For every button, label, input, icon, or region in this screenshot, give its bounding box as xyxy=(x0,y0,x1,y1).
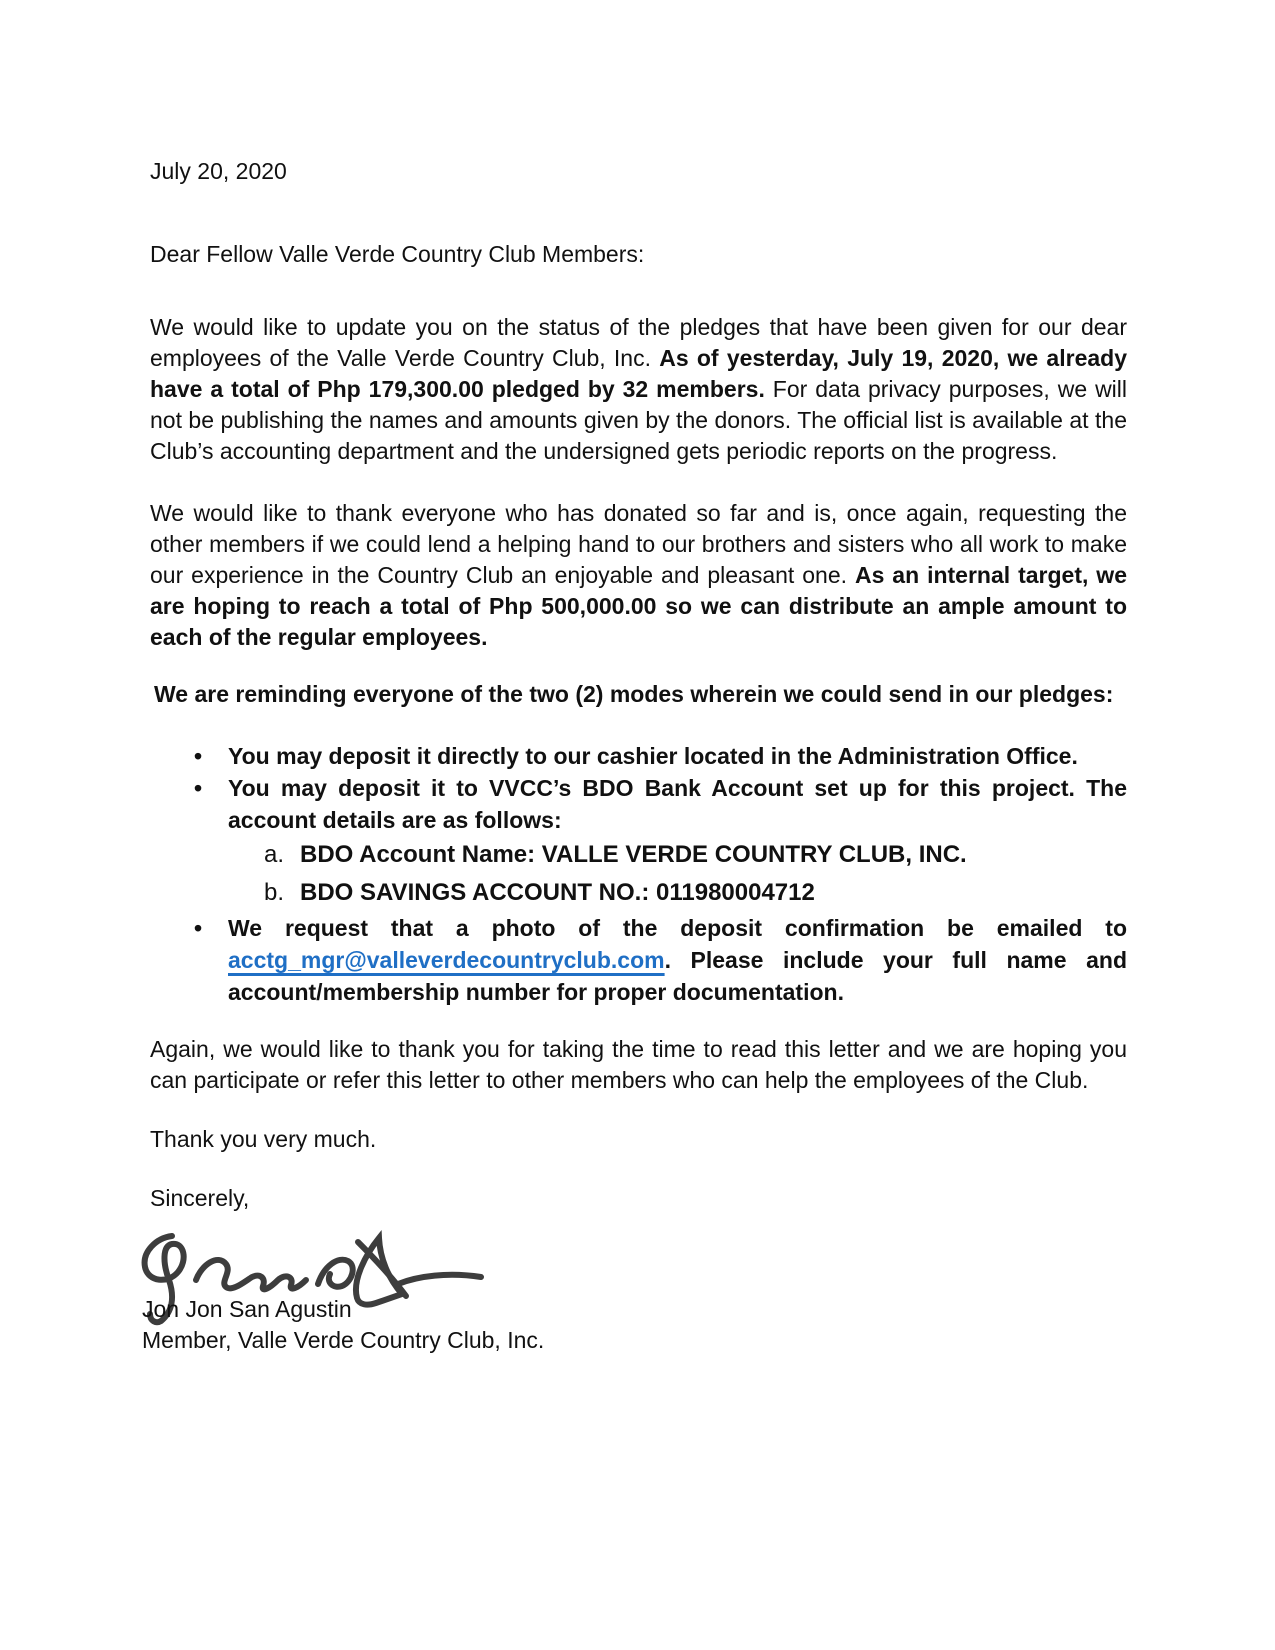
list-subitem-bdo-account-name xyxy=(150,836,1127,874)
bullet-icon: • xyxy=(194,743,203,769)
thanks-line: Thank you very much. xyxy=(150,1126,377,1152)
list-item-text: You may deposit it directly to our cashier located in the Administration Office. xyxy=(228,743,1078,769)
letter-date: July 20, 2020 xyxy=(150,158,287,184)
bullet-icon: • xyxy=(194,775,203,801)
paragraph-thank-you-request xyxy=(150,498,1127,653)
signer-name: Jon Jon San Agustin xyxy=(142,1296,352,1322)
list-item-email-confirmation xyxy=(150,912,1127,1008)
list-item-text: We request that a photo of the deposit confirmation be emailed to xyxy=(228,915,1127,941)
subitem-label: b. xyxy=(264,879,285,906)
bdo-account-name: BDO Account Name: VALLE VERDE COUNTRY CLUB, INC. xyxy=(300,841,967,868)
email-link[interactable]: acctg_mgr@valleverdecountryclub.com xyxy=(228,947,665,973)
list-item-cashier-deposit xyxy=(150,740,1127,772)
bdo-savings-account-number: BDO SAVINGS ACCOUNT NO.: 011980004712 xyxy=(300,879,815,906)
bullet-icon: • xyxy=(194,915,203,941)
paragraph-pledge-status xyxy=(150,312,1127,467)
list-item-text: You may deposit it to VVCC’s BDO Bank Account set up for this project. The account details are as follows: xyxy=(228,775,1127,833)
paragraph-text: For data privacy purposes, we will not be publishing the names and amounts given by the donors. The official list is available at the Club’s accounting department and the undersigned gets periodic reports on the progress. xyxy=(150,376,1128,464)
list-item-bank-deposit xyxy=(150,772,1127,836)
pledge-modes-list xyxy=(150,740,1127,1008)
paragraph-reminder-modes: We are reminding everyone of the two (2) modes wherein we could send in our pledges: xyxy=(154,681,1114,707)
paragraph-closing: Again, we would like to thank you for taking the time to read this letter and we are hoping you can participate or refer this letter to other members who can help the employees of the Club. xyxy=(150,1036,1127,1093)
paragraph-text: We would like to update you on the status of the pledges that have been given for our dear employees of the Valle Verde Country Club, Inc. xyxy=(150,314,1127,371)
salutation: Dear Fellow Valle Verde Country Club Members: xyxy=(150,241,645,267)
internal-target-highlight: As an internal target, we are hoping to reach a total of Php 500,000.00 so we can distribute an ample amount to each of the regular employees. xyxy=(150,562,1127,650)
signoff-line: Sincerely, xyxy=(150,1185,250,1211)
paragraph-text: We would like to thank everyone who has donated so far and is, once again, requesting the other members if we could lend a helping hand to our brothers and sisters who all work to make our experience in the Country Club an enjoyable and pleasant one. xyxy=(150,500,1127,588)
list-item-text: . Please include your full name and account/membership number for proper documentation. xyxy=(228,947,1127,1005)
subitem-label: a. xyxy=(264,841,285,868)
signer-title: Member, Valle Verde Country Club, Inc. xyxy=(142,1327,545,1353)
pledge-total-highlight: As of yesterday, July 19, 2020, we already have a total of Php 179,300.00 pledged by 32 members. xyxy=(150,345,1127,402)
list-subitem-bdo-savings-number xyxy=(150,874,1127,912)
